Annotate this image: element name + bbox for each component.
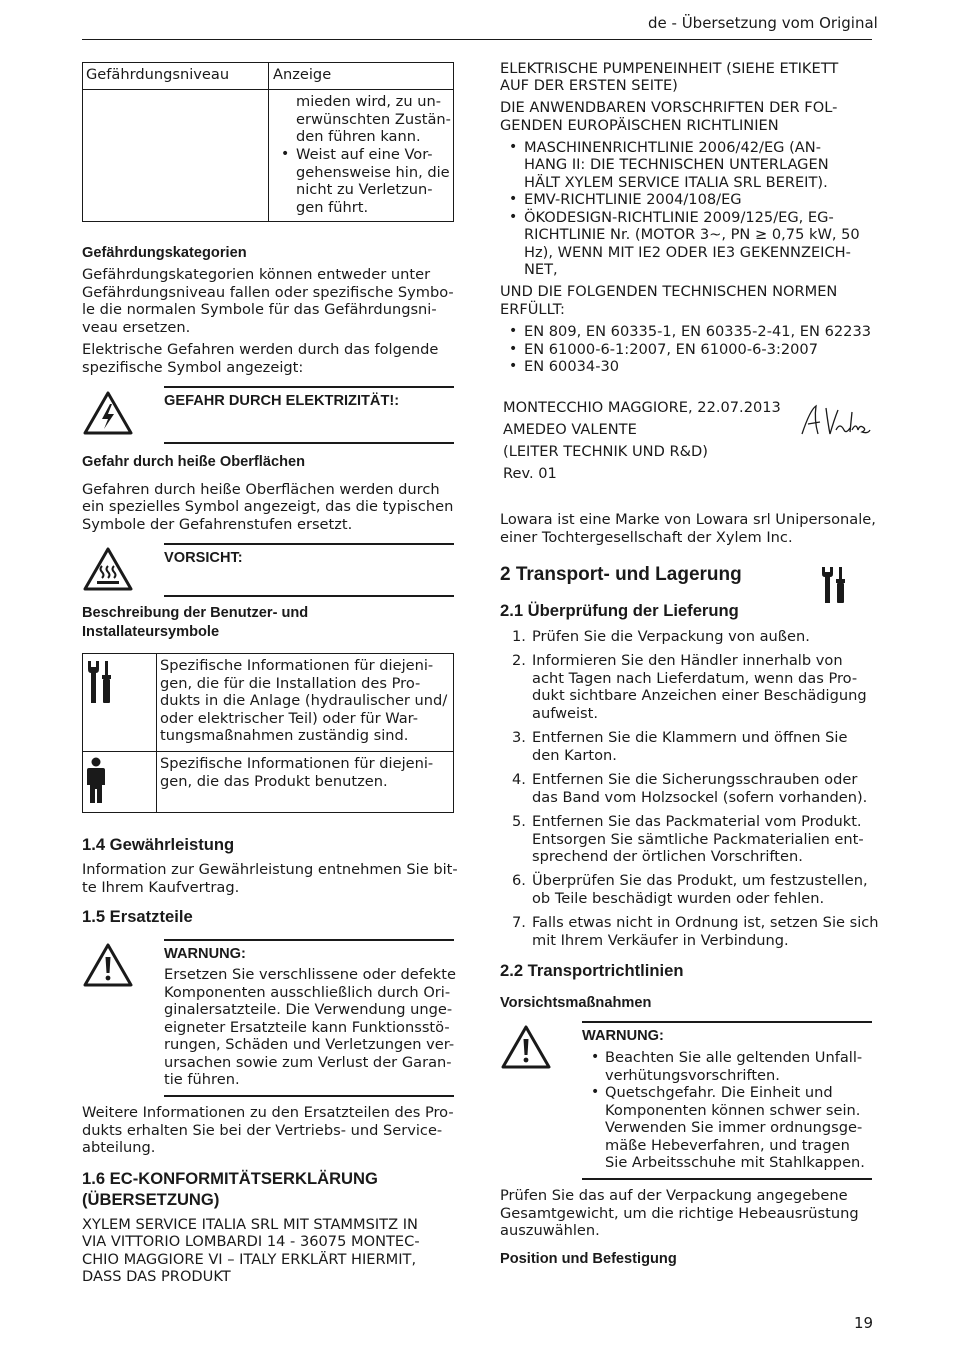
step-number: 5. [512, 813, 526, 830]
paragraph-line: Gefahren durch heiße Oberflächen werden durch [82, 481, 440, 498]
hazard-table-line: gen führt. [296, 199, 369, 216]
paragraph-line: te Ihrem Kaufvertrag. [82, 879, 240, 896]
paragraph-line: Weitere Informationen zu den Ersatzteilen des Pro- [82, 1104, 454, 1121]
header-rule [82, 39, 872, 40]
hot-surface-icon [82, 546, 134, 592]
warning-icon [82, 942, 134, 988]
section-1-4-heading: 1.4 Gewährleistung [82, 835, 235, 854]
directive-line: MASCHINENRICHTLINIE 2006/42/EG (AN- [524, 139, 821, 156]
step-number: 7. [512, 914, 526, 931]
warning-label: WARNUNG: [582, 1028, 664, 1044]
paragraph-line: GENDEN EUROPÄISCHEN RICHTLINIEN [500, 117, 779, 134]
electrical-hazard-icon [82, 390, 134, 436]
step-line: acht Tagen nach Lieferdatum, wenn das Pro- [532, 670, 858, 687]
warning-line: Ersetzen Sie verschlissene oder defekte [164, 966, 456, 983]
electrical-danger-label: GEFAHR DURCH ELEKTRIZITÄT!: [164, 393, 400, 409]
installer-info-line: dukts in die Anlage (hydraulischer und/ [160, 692, 448, 709]
directive-line: HANG II: DIE TECHNISCHEN UNTERLAGEN [524, 156, 829, 173]
hazard-categories-heading: Gefährdungskategorien [82, 245, 247, 261]
paragraph-line: Prüfen Sie das auf der Verpackung angegebene [500, 1187, 848, 1204]
notice-bottom-rule [164, 1095, 454, 1097]
warning-line: mäße Hebeverfahren, und tragen [605, 1137, 850, 1154]
hazard-table-col2-header: Anzeige [273, 66, 332, 83]
paragraph-line: DIE ANWENDBAREN VORSCHRIFTEN DER FOL- [500, 99, 838, 116]
warning-line: Komponenten können schwer sein. [605, 1102, 861, 1119]
paragraph-line: Lowara ist eine Marke von Lowara srl Unipersonale, [500, 511, 876, 528]
notice-bottom-rule [582, 1178, 872, 1180]
paragraph-line: le die normalen Symbole für das Gefährdungsni- [82, 301, 437, 318]
paragraph-line: UND DIE FOLGENDEN TECHNISCHEN NORMEN [500, 283, 838, 300]
warning-line: Sie Arbeitsschuhe mit Stahlkappen. [605, 1154, 865, 1171]
step-line: Prüfen Sie die Verpackung von außen. [532, 628, 810, 645]
user-info-line: gen, die das Produkt benutzen. [160, 773, 388, 790]
bullet: • [281, 146, 290, 162]
bullet: • [509, 191, 518, 207]
signature-name: AMEDEO VALENTE [503, 421, 637, 438]
hazard-table-column-divider [268, 62, 269, 222]
position-fixing-heading: Position und Befestigung [500, 1251, 677, 1267]
notice-bottom-rule [164, 595, 454, 597]
signature-place-date: MONTECCHIO MAGGIORE, 22.07.2013 [503, 399, 781, 416]
step-line: ob Teile beschädigt wurden oder fehlen. [532, 890, 825, 907]
hazard-table-line: erwünschten Zustän- [296, 111, 451, 128]
hazard-table-line: gehensweise hin, die [296, 164, 450, 181]
notice-top-rule [164, 386, 454, 388]
hazard-table-line: nicht zu Verletzun- [296, 181, 433, 198]
step-line: Überprüfen Sie das Produkt, um festzustellen, [532, 872, 868, 889]
warning-line: ginalersatzteile. Die Verwendung unge- [164, 1001, 453, 1018]
norm-line: EN 60034-30 [524, 358, 620, 375]
step-number: 6. [512, 872, 526, 889]
warning-line: verhütungsvorschriften. [605, 1067, 780, 1084]
step-number: 2. [512, 652, 526, 669]
warning-line: ursachen sowie zum Verlust der Garan- [164, 1054, 452, 1071]
section-2-2-heading: 2.2 Transportrichtlinien [500, 961, 684, 980]
installer-info-line: tungsmaßnahmen zuständig sind. [160, 727, 409, 744]
notice-top-rule [164, 939, 454, 941]
norm-line: EN 61000-6-1:2007, EN 61000-6-3:2007 [524, 341, 818, 358]
warning-line: tie führen. [164, 1071, 240, 1088]
user-symbols-heading: Beschreibung der Benutzer- und [82, 605, 309, 621]
step-line: den Karton. [532, 747, 617, 764]
step-line: mit Ihrem Verkäufer in Verbindung. [532, 932, 789, 949]
user-person-icon [86, 757, 106, 805]
step-line: das Band vom Holzsockel (sofern vorhanden). [532, 789, 868, 806]
paragraph-line: CHIO MAGGIORE VI – ITALY ERKLÄRT HIERMIT, [82, 1251, 417, 1268]
paragraph-line: VIA VITTORIO LOMBARDI 14 - 36075 MONTEC- [82, 1233, 420, 1250]
paragraph-line: spezifische Symbol angezeigt: [82, 359, 304, 376]
hazard-table-line: mieden wird, zu un- [296, 93, 441, 110]
warning-line: eigneter Ersatzteile kann Funktionsstö- [164, 1019, 450, 1036]
step-line: aufweist. [532, 705, 599, 722]
directive-line: NET, [524, 261, 558, 278]
bullet: • [591, 1084, 600, 1100]
step-number: 3. [512, 729, 526, 746]
symbols-table-row-rule [82, 751, 454, 752]
directive-line: HÄLT XYLEM SERVICE ITALIA SRL BEREIT). [524, 174, 828, 191]
notice-top-rule [582, 1021, 872, 1023]
step-number: 1. [512, 628, 526, 645]
installer-info-line: gen, die für die Installation des Pro- [160, 675, 421, 692]
bullet: • [509, 209, 518, 225]
paragraph-line: AUF DER ERSTEN SEITE) [500, 77, 678, 94]
bullet: • [591, 1049, 600, 1065]
installer-info-line: Spezifische Informationen für diejeni- [160, 657, 434, 674]
directive-line: Hz), WENN MIT IE2 ODER IE3 GEKENNZEICH- [524, 244, 851, 261]
step-line: sprechend der örtlichen Vorschriften. [532, 848, 803, 865]
warning-line: Komponenten ausschließlich durch Ori- [164, 984, 451, 1001]
paragraph-line: Information zur Gewährleistung entnehmen Sie bit- [82, 861, 458, 878]
paragraph-line: Symbole der Gefahrenstufen ersetzt. [82, 516, 353, 533]
notice-bottom-rule [164, 442, 454, 444]
step-line: Entfernen Sie die Sicherungsschrauben oder [532, 771, 858, 788]
signature-revision: Rev. 01 [503, 465, 557, 482]
warning-icon [500, 1024, 552, 1070]
precautions-heading: Vorsichtsmaßnahmen [500, 995, 652, 1011]
directive-line: EMV-RICHTLINIE 2004/108/EG [524, 191, 742, 208]
user-info-line: Spezifische Informationen für diejeni- [160, 755, 434, 772]
warning-line: Verwenden Sie immer ordnungsge- [605, 1119, 863, 1136]
paragraph-line: XYLEM SERVICE ITALIA SRL MIT STAMMSITZ IN [82, 1216, 418, 1233]
hazard-table-line: den führen kann. [296, 128, 421, 145]
paragraph-line: auszuwählen. [500, 1222, 600, 1239]
paragraph-line: Gesamtgewicht, um die richtige Hebeausrüstung [500, 1205, 859, 1222]
page-number: 19 [854, 1314, 874, 1332]
step-line: Entfernen Sie das Packmaterial vom Produkt. [532, 813, 862, 830]
paragraph-line: einer Tochtergesellschaft der Xylem Inc. [500, 529, 793, 546]
paragraph-line: Elektrische Gefahren werden durch das folgende [82, 341, 439, 358]
warning-line: rungen, Schäden und Verletzungen ver- [164, 1036, 455, 1053]
bullet: • [509, 358, 518, 374]
bullet: • [509, 341, 518, 357]
paragraph-line: Gefährdungskategorien können entweder unter [82, 266, 431, 283]
warning-line: Quetschgefahr. Die Einheit und [605, 1084, 833, 1101]
directive-line: RICHTLINIE Nr. (MOTOR 3~, PN ≥ 0,75 kW, 50 [524, 226, 860, 243]
paragraph-line: ERFÜLLT: [500, 301, 565, 318]
caution-label: VORSICHT: [164, 550, 243, 566]
hot-surfaces-heading: Gefahr durch heiße Oberflächen [82, 454, 306, 470]
norm-line: EN 809, EN 60335-1, EN 60335-2-41, EN 62233 [524, 323, 872, 340]
step-line: Entsorgen Sie sämtliche Packmaterialien ent- [532, 831, 864, 848]
symbols-table-divider [156, 653, 157, 813]
installer-tools-icon [820, 565, 848, 605]
section-1-6-heading: 1.6 EC-KONFORMITÄTSERKLÄRUNG [82, 1169, 378, 1188]
step-line: Falls etwas nicht in Ordnung ist, setzen Sie sich [532, 914, 879, 931]
hazard-table-col1-header: Gefährdungsniveau [86, 66, 230, 83]
paragraph-line: DASS DAS PRODUKT [82, 1268, 231, 1285]
warning-line: Beachten Sie alle geltenden Unfall- [605, 1049, 863, 1066]
installer-tools-icon [86, 659, 114, 705]
directive-line: ÖKODESIGN-RICHTLINIE 2009/125/EG, EG- [524, 209, 834, 226]
section-2-1-heading: 2.1 Überprüfung der Lieferung [500, 601, 739, 620]
step-line: Informieren Sie den Händler innerhalb von [532, 652, 843, 669]
paragraph-line: ein spezielles Symbol angezeigt, das die typischen [82, 498, 454, 515]
section-1-6-heading: (ÜBERSETZUNG) [82, 1190, 220, 1209]
paragraph-line: Gefährdungsniveau fallen oder spezifische Symbo- [82, 284, 454, 301]
bullet: • [509, 323, 518, 339]
step-number: 4. [512, 771, 526, 788]
paragraph-line: ELEKTRISCHE PUMPENEINHEIT (SIEHE ETIKETT [500, 60, 839, 77]
user-symbols-heading: Installateursymbole [82, 624, 220, 640]
hazard-table-line: Weist auf eine Vor- [296, 146, 433, 163]
handwritten-signature [800, 400, 872, 440]
notice-top-rule [164, 543, 454, 545]
step-line: dukt sichtbare Anzeichen einer Beschädigung [532, 687, 867, 704]
paragraph-line: abteilung. [82, 1139, 156, 1156]
paragraph-line: dukts erhalten Sie bei der Vertriebs- und Service- [82, 1122, 443, 1139]
warning-label: WARNUNG: [164, 946, 246, 962]
installer-info-line: oder elektrischer Teil) oder für War- [160, 710, 419, 727]
paragraph-line: veau ersetzen. [82, 319, 191, 336]
section-2-heading: 2 Transport- und Lagerung [500, 564, 742, 585]
running-header: de - Übersetzung vom Original [648, 14, 878, 32]
section-1-5-heading: 1.5 Ersatzteile [82, 907, 193, 926]
step-line: Entfernen Sie die Klammern und öffnen Sie [532, 729, 848, 746]
signature-role: (LEITER TECHNIK UND R&D) [503, 443, 708, 460]
bullet: • [509, 139, 518, 155]
